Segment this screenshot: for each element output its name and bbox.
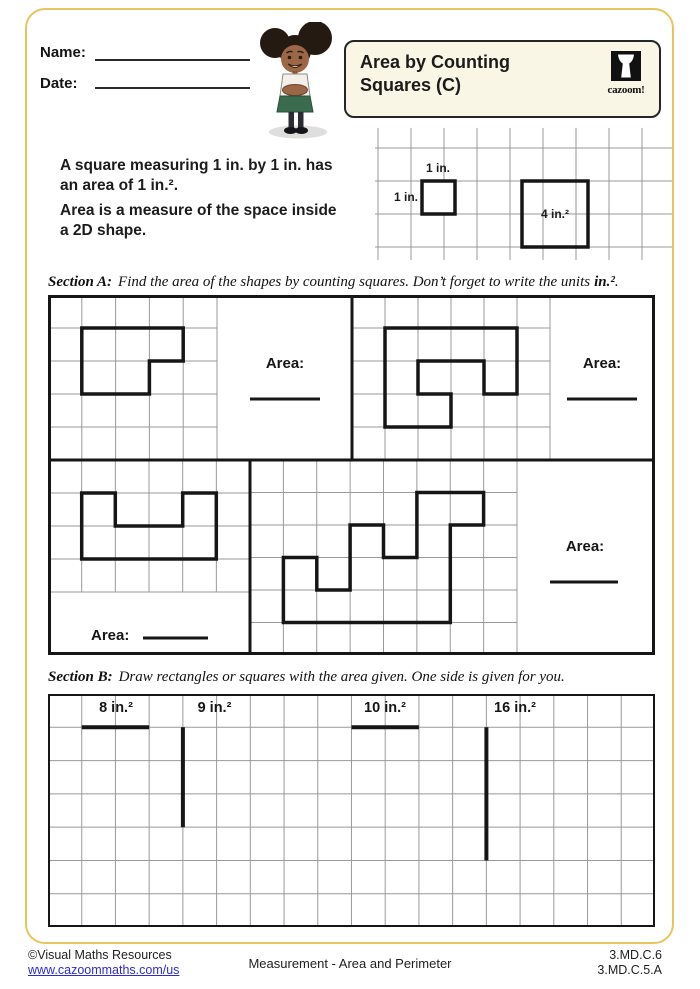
section-b-label: Section B: — [48, 669, 113, 685]
example-label-1in-left: 1 in. — [393, 190, 418, 204]
cazoom-logo-icon — [611, 51, 641, 83]
footer-standard-2: 3.MD.C.5.A — [597, 963, 662, 977]
name-label: Name: — [40, 44, 86, 61]
name-input-line — [95, 46, 250, 61]
area-label-1: Area: — [265, 355, 305, 372]
problem-label-8: 8 in.² — [99, 700, 133, 716]
problem-label-16: 16 in.² — [494, 700, 536, 716]
problem-label-10: 10 in.² — [364, 700, 406, 716]
section-a-units: in.² — [594, 274, 615, 290]
footer-copyright: ©Visual Maths Resources — [28, 948, 172, 962]
worksheet-title: Area by Counting Squares (C) — [360, 52, 511, 95]
section-a-grid-figure — [48, 295, 655, 655]
section-b-heading — [48, 669, 565, 686]
area-label-3: Area: — [91, 627, 130, 644]
intro-paragraph-2: Area is a measure of the space inside a 2D shape. — [60, 202, 337, 239]
section-b-grid-figure — [48, 694, 655, 927]
example-grid-figure — [375, 128, 672, 260]
date-input-line — [95, 74, 250, 89]
section-a-label: Section A: — [48, 274, 113, 290]
problem-label-9: 9 in.² — [197, 700, 232, 716]
section-a-instructions: Find the area of the shapes by counting squares. Don’t forget to write the units — [118, 274, 591, 290]
cazoom-logo — [602, 51, 650, 96]
footer-standards — [520, 948, 662, 978]
cazoom-logo-text: cazoom! — [607, 84, 645, 96]
footer-center-text: Measurement - Area and Perimeter — [248, 956, 452, 971]
date-label: Date: — [40, 75, 78, 92]
area-label-4: Area: — [565, 538, 605, 555]
area-label-2: Area: — [582, 355, 622, 372]
student-character-illustration — [252, 22, 344, 140]
example-label-4in: 4 in.² — [540, 207, 569, 221]
footer-website-link[interactable]: www.cazoommaths.com/us — [28, 963, 180, 977]
intro-paragraph-1: A square measuring 1 in. by 1 in. has an area of 1 in.². — [60, 157, 333, 194]
section-a-heading: Section A: Find the area of the shapes by counting squares. Don’t forget to write the units in.². — [48, 274, 619, 290]
footer-standard-1: 3.MD.C.6 — [609, 948, 662, 962]
title-box — [344, 40, 661, 118]
section-b-instructions: Draw rectangles or squares with the area given. One side is given for you. — [118, 669, 565, 685]
example-label-1in-top: 1 in. — [425, 161, 450, 175]
